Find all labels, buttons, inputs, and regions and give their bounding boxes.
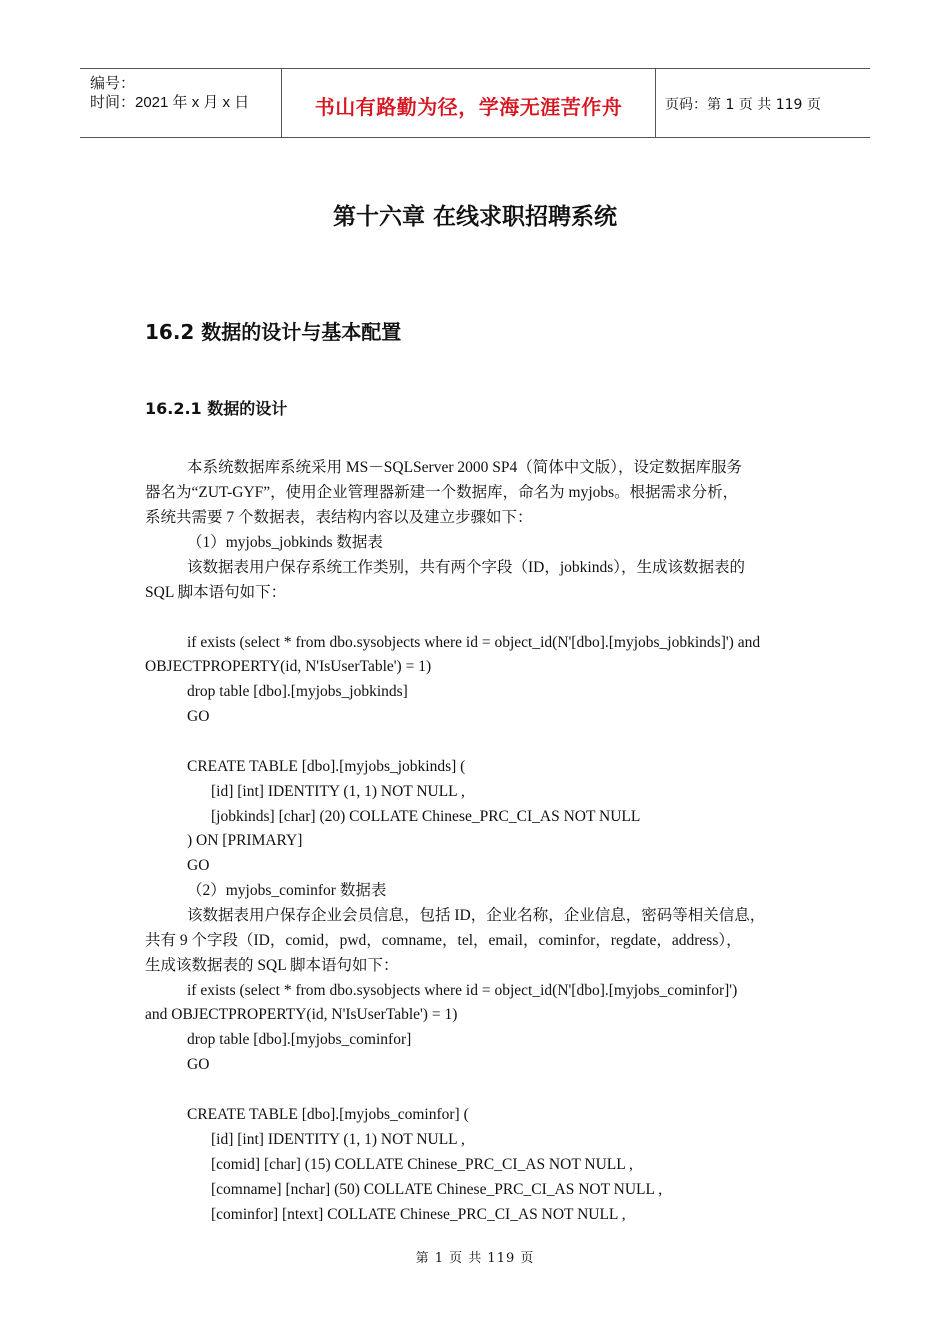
code-line: [comid] [char] (15) COLLATE Chinese_PRC_CI_AS NOT NULL , [211, 1156, 633, 1173]
header-center-cell [281, 69, 656, 137]
body-line: 本系统数据库系统采用 MS－SQLServer 2000 SP4（简体中文版），设定数据库服务 [187, 459, 743, 476]
code-line: OBJECTPROPERTY(id, N'IsUserTable') = 1) [145, 658, 432, 675]
code-line: [id] [int] IDENTITY (1, 1) NOT NULL , [211, 1131, 465, 1148]
header-motto: 书山有路勤为径，学海无涯苦作舟 [314, 95, 623, 119]
code-line: if exists (select * from dbo.sysobjects where id = object_id(N'[dbo].[myjobs_cominfor]') [187, 982, 738, 999]
body-line: 系统共需要 7 个数据表，表结构内容以及建立步骤如下： [145, 509, 533, 526]
code-line: CREATE TABLE [dbo].[myjobs_cominfor] ( [187, 1106, 469, 1123]
header-right-cell [655, 69, 870, 137]
section-title: 16.2 数据的设计与基本配置 [145, 320, 402, 344]
body-line: 该数据表用户保存企业会员信息，包括 ID，企业名称，企业信息，密码等相关信息， [187, 907, 766, 924]
document-number-label: 编号： [90, 75, 136, 92]
code-line: GO [187, 857, 210, 874]
body-line: 共有 9 个字段（ID，comid，pwd，comname，tel，email，cominfor，regdate，address）， [145, 932, 742, 949]
subsection-title: 16.2.1 数据的设计 [145, 399, 288, 418]
code-line: GO [187, 1056, 210, 1073]
chapter-title: 第十六章 在线求职招聘系统 [332, 204, 617, 230]
header-left-cell [80, 69, 281, 137]
code-line: ) ON [PRIMARY] [187, 832, 303, 849]
page-header [80, 68, 870, 138]
body-line: 生成该数据表的 SQL 脚本语句如下： [145, 957, 399, 974]
code-line: and OBJECTPROPERTY(id, N'IsUserTable') = 1) [145, 1006, 458, 1023]
code-line: [jobkinds] [char] (20) COLLATE Chinese_PRC_CI_AS NOT NULL [211, 808, 641, 825]
body-line: 器名为“ZUT-GYF”，使用企业管理器新建一个数据库，命名为 myjobs。根据需求分析， [145, 484, 739, 501]
code-line: [id] [int] IDENTITY (1, 1) NOT NULL , [211, 783, 465, 800]
code-line: if exists (select * from dbo.sysobjects where id = object_id(N'[dbo].[myjobs_jobkinds]') and [187, 634, 761, 651]
body-line: SQL 脚本语句如下： [145, 584, 287, 601]
page-footer: 第 1 页 共 119 页 [415, 1251, 535, 1266]
code-line: drop table [dbo].[myjobs_cominfor] [187, 1031, 412, 1048]
table-heading: （1）myjobs_jobkinds 数据表 [187, 534, 383, 551]
document-date: 时间：2021 年 x 月 x 日 [90, 94, 250, 111]
body-line: 该数据表用户保存系统工作类别，共有两个字段（ID，jobkinds），生成该数据表的 [187, 559, 746, 576]
header-page-info: 页码：第 1 页 共 119 页 [665, 97, 821, 113]
code-line: drop table [dbo].[myjobs_jobkinds] [187, 683, 408, 700]
table-heading: （2）myjobs_cominfor 数据表 [187, 882, 387, 899]
code-line: GO [187, 708, 210, 725]
code-line: [cominfor] [ntext] COLLATE Chinese_PRC_CI_AS NOT NULL , [211, 1206, 626, 1223]
code-line: [comname] [nchar] (50) COLLATE Chinese_PRC_CI_AS NOT NULL , [211, 1181, 663, 1198]
code-line: CREATE TABLE [dbo].[myjobs_jobkinds] ( [187, 758, 466, 775]
